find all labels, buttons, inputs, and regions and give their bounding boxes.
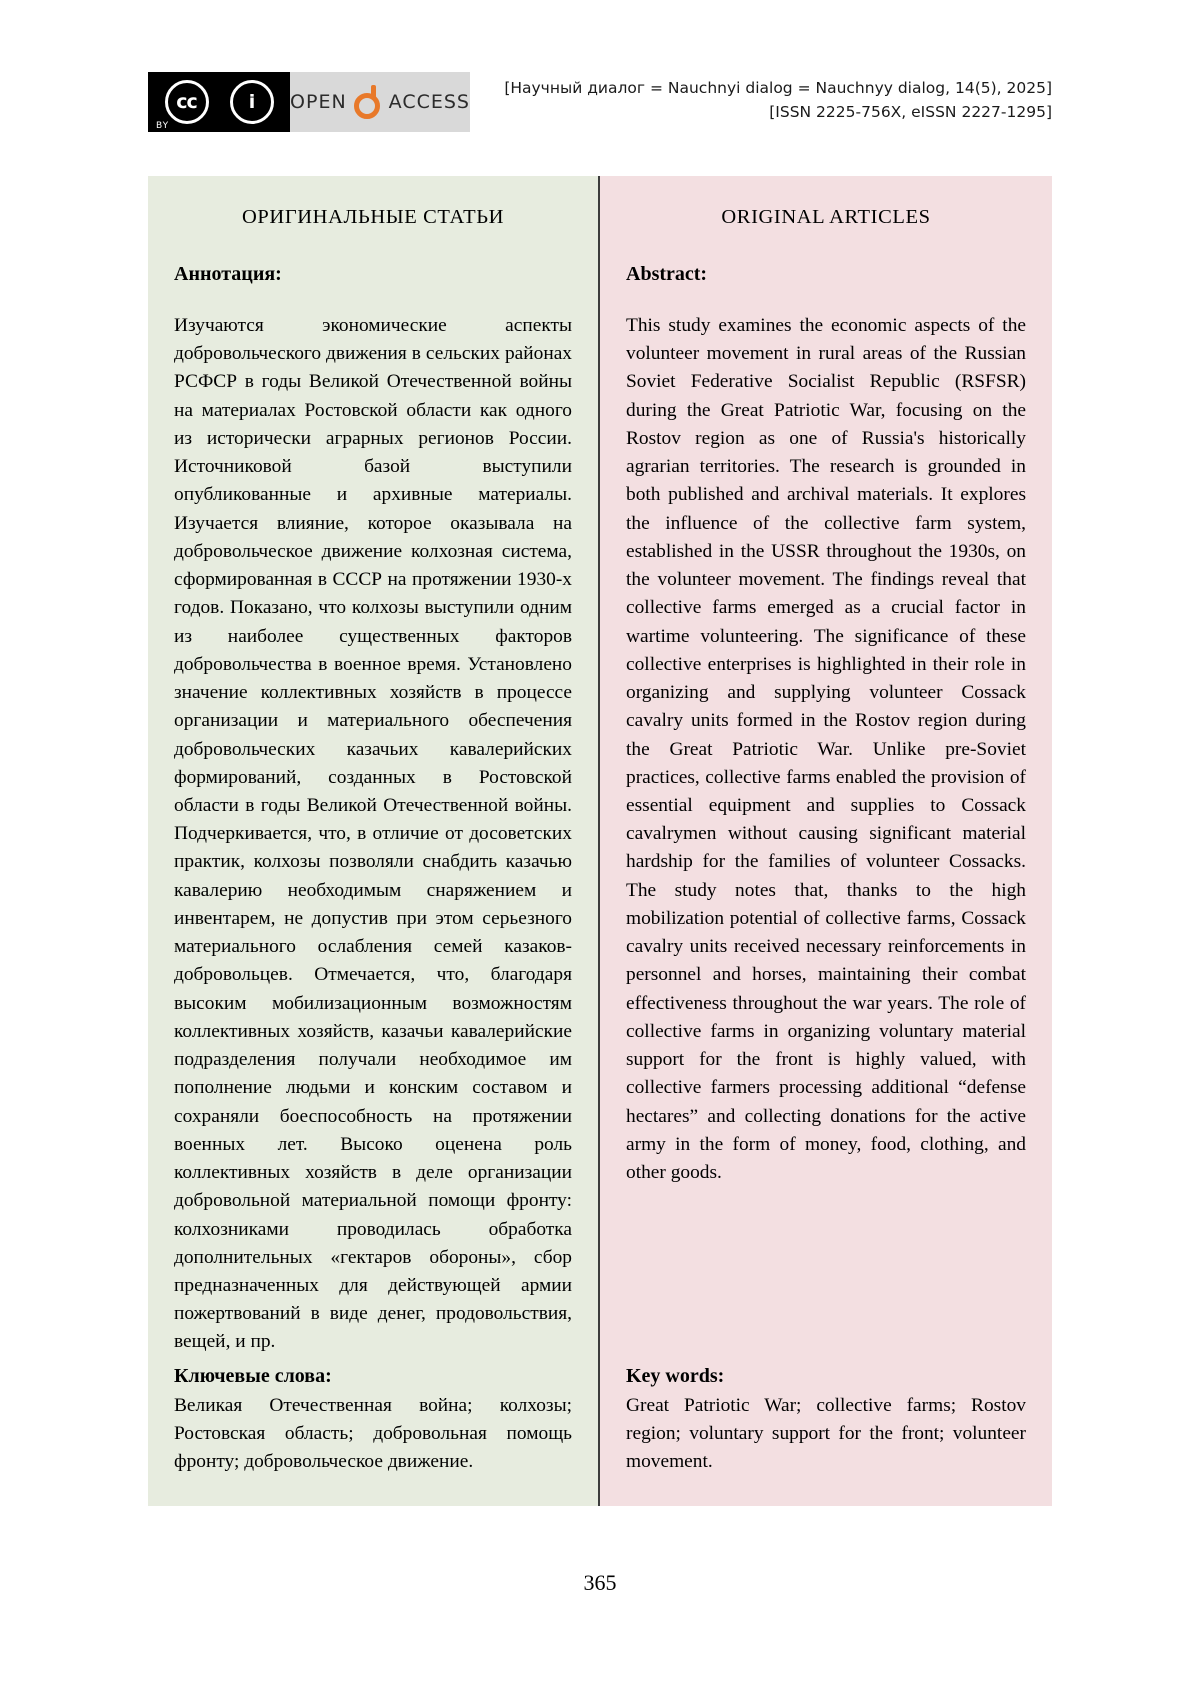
page-header: [148, 72, 1052, 134]
english-section-title: ORIGINAL ARTICLES: [721, 206, 931, 228]
page-number: 365: [583, 1570, 617, 1595]
journal-citation: [504, 76, 1052, 124]
open-label: OPEN: [290, 91, 347, 113]
cc-license-icon: [148, 72, 290, 132]
russian-keywords-block: [174, 1365, 572, 1476]
russian-abstract-label: Аннотация:: [174, 263, 282, 285]
english-abstract-text: This study examines the economic aspects of the volunteer movement in rural areas of the Russian Soviet Federative Socialist Republic (RSFSR) during the Great Patriotic War, focusing on the Rostov region as one of Russia's historically agrarian territories. The research is grounded in both published and archival materials. It explores the influence of the collective farm system, established in the USSR throughout the 1930s, on the volunteer movement. The findings reveal that collective farms emerged as a crucial factor in wartime volunteering. The significance of these collective enterprises is highlighted in their role in organizing and supplying volunteer Cossack cavalry units formed in the Rostov region during the Great Patriotic War. Unlike pre-Soviet practices, collective farms enabled the provision of essential equipment and supplies to Cossack cavalrymen without causing significant material hardship for the families of volunteer Cossacks. The study notes that, thanks to the high mobilization potential of collective farms, Cossack cavalry units received necessary reinforcements in personnel and horses, maintaining their combat effectiveness throughout the war years. The role of collective farms in organizing voluntary material support for the front is highly valued, with collective farmers processing additional “defense hectares” and collecting donations for the active army in the form of money, food, clothing, and other goods.: [626, 315, 1026, 1184]
russian-keywords-text: Великая Отечественная война; колхозы; Ростовская область; добровольная помощь фронту; добровольческое движение.: [174, 1394, 572, 1472]
journal-issn-line: [ISSN 2225-756X, eISSN 2227-1295]: [769, 103, 1052, 122]
journal-title-line: [Научный диалог = Nauchnyi dialog = Nauchnyy dialog, 14(5), 2025]: [504, 79, 1052, 97]
abstract-columns: [148, 176, 1052, 1506]
cc-by-person-icon: i: [230, 80, 274, 124]
russian-section-title: ОРИГИНАЛЬНЫЕ СТАТЬИ: [242, 206, 504, 228]
open-access-label-group: [290, 85, 470, 119]
russian-abstract-text: Изучаются экономические аспекты добровольческого движения в сельских районах РСФСР в годы Великой Отечественной войны на материалах Ростовской области как одного из исторически аграрных регионов России. Источниковой базой выступили опубликованные и архивные материалы. Изучается влияние, которое оказывала на добровольческое движение колхозная система, сформированная в СССР на протяжении 1930-х годов. Показано, что колхозы выступили одним из наиболее существенных факторов добровольчества в военное время. Установлено значение коллективных хозяйств в процессе организации и материального обеспечения добровольческих казачьих кавалерийских формирований, созданных в Ростовской области в годы Великой Отечественной войны. Подчеркивается, что, в отличие от досоветских практик, колхозы позволяли снабдить казачью кавалерию необходимым снаряжением и инвентарем, не допустив при этом серьезного материального ослабления семей казаков-добровольцев. Отмечается, что, благодаря высоким мобилизационным возможностям коллективных хозяйств, казачьи кавалерийские подразделения получали необходимое им пополнение людьми и конским составом и сохраняли боеспособность на протяжении военных лет. Высоко оценена роль коллективных хозяйств в деле организации добровольной материальной помощи фронту: колхозниками проводилась обработка дополнительных «гектаров обороны», сбор предназначенных для действующей армии пожертвований в виде денег, продовольствия, вещей, и пр.: [174, 315, 572, 1353]
access-label: ACCESS: [388, 91, 470, 113]
english-keywords-text: Great Patriotic War; collective farms; Rostov region; voluntary support for the front; volunteer movement.: [626, 1394, 1026, 1472]
cc-by-label: BY: [156, 121, 170, 131]
russian-keywords-label: Ключевые слова:: [174, 1364, 332, 1387]
english-keywords-label: Key words:: [626, 1364, 725, 1387]
creative-commons-open-access-badge: [148, 72, 470, 132]
cc-mark-icon: cc: [165, 80, 209, 124]
english-keywords-block: [626, 1365, 1026, 1476]
russian-column: [148, 176, 600, 1506]
open-access-lock-icon: [351, 85, 385, 119]
english-abstract-label: Abstract:: [626, 263, 708, 285]
english-column: [600, 176, 1052, 1506]
